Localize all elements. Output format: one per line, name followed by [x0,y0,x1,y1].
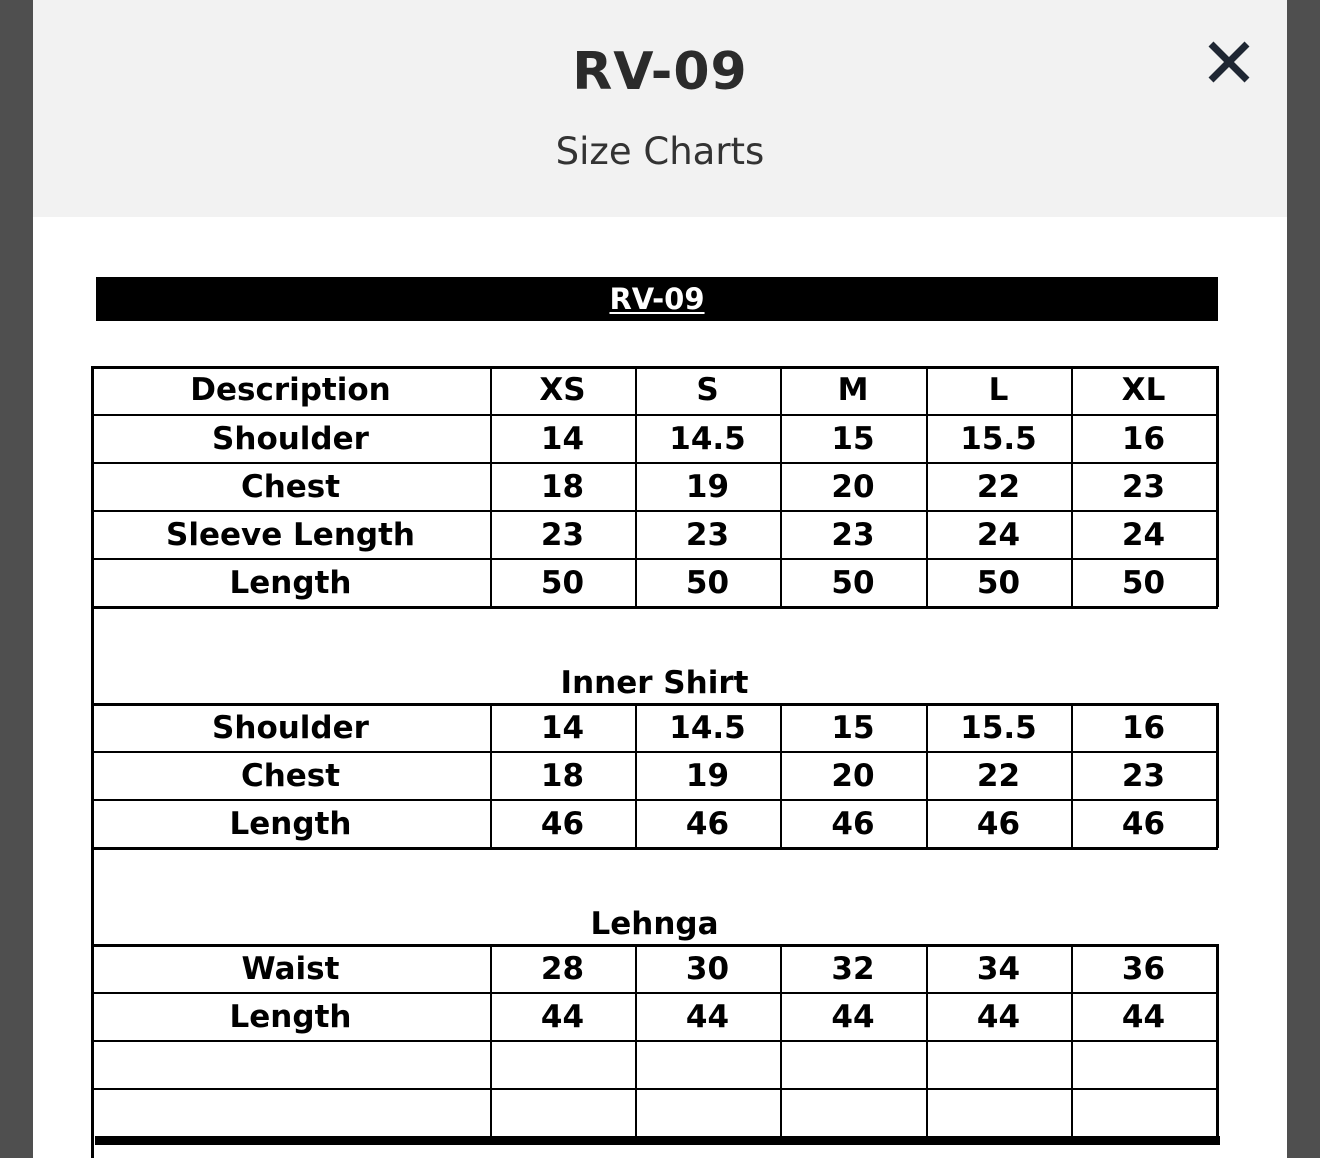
table-column-rule [780,366,782,607]
table-column-rule [490,703,492,848]
table-column-rule [926,366,928,607]
table-row-value: 23 [1121,758,1166,794]
table-header-label: Description [190,372,391,408]
table-row-value: 50 [685,565,730,601]
table-rule [91,414,1218,416]
table-row-value: 18 [540,469,585,505]
table-row-value: 15.5 [960,421,1037,457]
table-row-value [635,1041,780,1089]
table-row-value: 50 [831,565,875,601]
table-row-label [91,1041,490,1089]
table-rule [91,558,1218,560]
size-chart-modal [33,0,1287,1158]
table-rule [91,510,1218,512]
table-row-value: 22 [976,758,1021,794]
table-row-value: 14 [540,710,585,746]
table-row-value: 50 [1121,565,1166,601]
table-row-value [635,1089,780,1137]
table-row-value [780,1041,926,1089]
table-row-value [490,1089,635,1137]
section-title-lehnga: Lehnga [590,906,719,942]
table-row-value [780,1089,926,1137]
table-row-value: 44 [685,999,730,1035]
table-rule [91,462,1218,464]
table-column-rule [780,944,782,1137]
table-column-rule [1216,703,1219,848]
table-header-value: M [837,372,869,408]
table-row-value: 30 [685,951,730,987]
chart-banner-title: RV-09 [609,282,705,316]
table-rule [91,799,1218,801]
size-chart-image [33,217,1287,1158]
table-row-value: 24 [976,517,1021,553]
table-row-value [1071,1041,1216,1089]
table-row-label: Length [229,565,352,601]
table-column-rule [1216,944,1219,1143]
table-row-value: 14 [540,421,585,457]
table-rule [91,606,1218,609]
modal-header [33,0,1287,217]
table-row-label: Chest [240,758,341,794]
table-header-value: XL [1121,372,1166,408]
table-header-value: XS [539,372,586,408]
table-row-value [926,1089,1071,1137]
table-row-value: 46 [685,806,730,842]
table-row-label: Chest [240,469,341,505]
table-row-value: 23 [685,517,730,553]
table-row-value: 23 [540,517,585,553]
table-row-value: 44 [1121,999,1166,1035]
table-top-border [91,366,1218,369]
table-row-value: 16 [1121,421,1166,457]
table-row-value: 50 [540,565,585,601]
table-row-value: 19 [685,469,730,505]
table-row-value: 15 [831,710,875,746]
table-row-label: Waist [241,951,340,987]
table-row-value: 32 [831,951,875,987]
table-rule [91,751,1218,753]
table-column-rule [780,703,782,848]
table-column-rule [490,944,492,1137]
table-row-value: 44 [976,999,1021,1035]
table-column-rule [1071,366,1073,607]
table-row-label: Shoulder [212,710,369,746]
modal-title: RV-09 [572,42,748,102]
table-row-value: 34 [976,951,1021,987]
table-row-value: 16 [1121,710,1166,746]
table-row-value: 18 [540,758,585,794]
table-rule [91,1040,1218,1042]
table-row-value: 14.5 [669,421,746,457]
table-column-rule [635,944,637,1137]
table-row-value: 20 [831,469,875,505]
table-column-rule [926,944,928,1137]
table-row-label: Shoulder [212,421,369,457]
table-row-value: 28 [540,951,585,987]
table-header-value: L [988,372,1009,408]
size-table [91,366,1218,1141]
table-row-value: 23 [1121,469,1166,505]
table-row-value [1071,1089,1216,1137]
table-column-rule [926,703,928,848]
table-column-rule [490,366,492,607]
table-row-value: 15 [831,421,875,457]
table-row-value: 23 [831,517,875,553]
table-rule [91,847,1218,850]
table-row-value: 36 [1121,951,1166,987]
table-column-rule [1071,703,1073,848]
table-column-rule [1071,944,1073,1137]
table-row-label: Length [229,999,352,1035]
table-row-label: Length [229,806,352,842]
table-row-value: 24 [1121,517,1166,553]
table-row-value: 46 [976,806,1021,842]
chart-banner [96,277,1218,321]
table-row-value: 14.5 [669,710,746,746]
table-row-value: 44 [831,999,875,1035]
modal-subtitle: Size Charts [555,130,765,173]
table-row-value: 44 [540,999,585,1035]
table-column-rule [1216,366,1219,607]
table-row-value [926,1041,1071,1089]
table-column-rule [635,703,637,848]
table-header-value: S [696,372,719,408]
table-row-value: 22 [976,469,1021,505]
table-rule [91,992,1218,994]
section-title-inner-shirt: Inner Shirt [560,665,749,701]
table-row-value: 20 [831,758,875,794]
table-rule [91,703,1218,706]
table-row-value: 19 [685,758,730,794]
table-rule [91,1088,1218,1090]
table-row-label: Sleeve Length [166,517,415,553]
table-row-value: 46 [540,806,585,842]
table-row-value [490,1041,635,1089]
table-row-value: 50 [976,565,1021,601]
close-button[interactable] [1205,40,1253,84]
table-column-rule [635,366,637,607]
table-row-value: 46 [1121,806,1166,842]
table-row-value: 15.5 [960,710,1037,746]
table-rule [91,944,1218,947]
close-icon [1205,40,1253,84]
table-row-value: 46 [831,806,875,842]
table-row-label [91,1089,490,1137]
